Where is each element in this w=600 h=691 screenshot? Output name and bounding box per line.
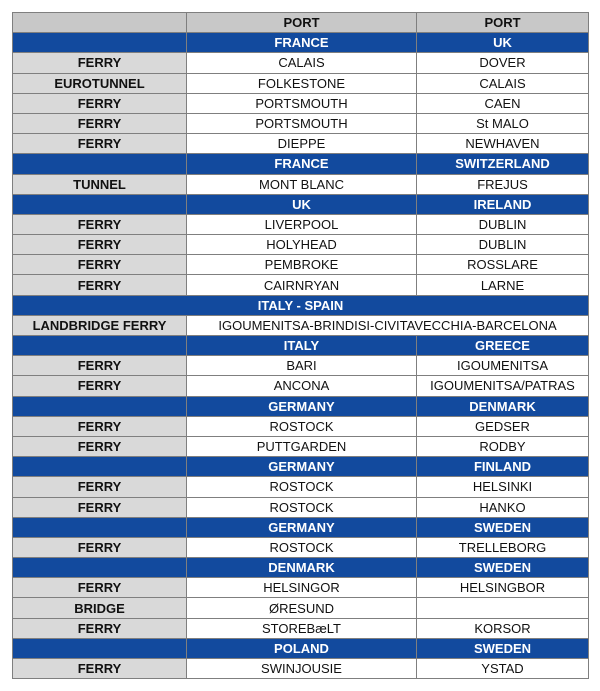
port-b-cell: ROSSLARE	[417, 255, 589, 275]
section-country-b: DENMARK	[417, 396, 589, 416]
table-row	[13, 477, 589, 497]
section-country-b: SWEDEN	[417, 558, 589, 578]
section-blank-cell	[13, 396, 187, 416]
transport-type-cell: FERRY	[13, 134, 187, 154]
port-b-cell: St MALO	[417, 113, 589, 133]
transport-type-cell: FERRY	[13, 477, 187, 497]
section-country-a: DENMARK	[187, 558, 417, 578]
section-blank-cell	[13, 558, 187, 578]
table-row	[13, 255, 589, 275]
section-blank-cell	[13, 517, 187, 537]
port-a-cell: ANCONA	[187, 376, 417, 396]
transport-type-cell: FERRY	[13, 436, 187, 456]
transport-type-cell: TUNNEL	[13, 174, 187, 194]
port-a-cell: PUTTGARDEN	[187, 436, 417, 456]
transport-type-cell: FERRY	[13, 53, 187, 73]
section-row	[13, 194, 589, 214]
section-country-a: ITALY	[187, 336, 417, 356]
table-row	[13, 659, 589, 679]
port-b-cell	[417, 598, 589, 618]
port-a-cell: ØRESUND	[187, 598, 417, 618]
table-row	[13, 537, 589, 557]
section-country-a: FRANCE	[187, 33, 417, 53]
section-row	[13, 457, 589, 477]
table-row	[13, 235, 589, 255]
section-country-b: FINLAND	[417, 457, 589, 477]
port-a-cell: SWINJOUSIE	[187, 659, 417, 679]
section-row	[13, 336, 589, 356]
table-row	[13, 497, 589, 517]
section-blank-cell	[13, 638, 187, 658]
header-blank-cell	[13, 13, 187, 33]
port-a-cell: DIEPPE	[187, 134, 417, 154]
port-a-cell: PORTSMOUTH	[187, 93, 417, 113]
port-b-cell: FREJUS	[417, 174, 589, 194]
port-b-cell: CAEN	[417, 93, 589, 113]
table-row	[13, 275, 589, 295]
transport-type-cell: FERRY	[13, 497, 187, 517]
transport-type-cell: FERRY	[13, 255, 187, 275]
table-row	[13, 134, 589, 154]
section-country-b: SWEDEN	[417, 517, 589, 537]
port-a-cell: ROSTOCK	[187, 416, 417, 436]
table-row	[13, 436, 589, 456]
header-row	[13, 13, 589, 33]
table-row	[13, 93, 589, 113]
routes-table-body	[13, 13, 589, 679]
section-blank-cell	[13, 154, 187, 174]
port-b-cell: IGOUMENITSA/PATRAS	[417, 376, 589, 396]
port-b-cell: HANKO	[417, 497, 589, 517]
table-row	[13, 113, 589, 133]
table-row	[13, 73, 589, 93]
port-a-cell: HOLYHEAD	[187, 235, 417, 255]
port-b-cell: KORSOR	[417, 618, 589, 638]
table-row	[13, 416, 589, 436]
section-row	[13, 558, 589, 578]
transport-type-cell: FERRY	[13, 356, 187, 376]
port-b-cell: IGOUMENITSA	[417, 356, 589, 376]
section-country-b: SWITZERLAND	[417, 154, 589, 174]
section-country-b: UK	[417, 33, 589, 53]
port-b-cell: DOVER	[417, 53, 589, 73]
section-blank-cell	[13, 194, 187, 214]
port-b-cell: YSTAD	[417, 659, 589, 679]
transport-type-cell: FERRY	[13, 618, 187, 638]
transport-type-cell: FERRY	[13, 275, 187, 295]
transport-type-cell: FERRY	[13, 659, 187, 679]
section-country-a: UK	[187, 194, 417, 214]
transport-type-cell: FERRY	[13, 416, 187, 436]
port-a-cell: ROSTOCK	[187, 497, 417, 517]
header-port-b: PORT	[417, 13, 589, 33]
port-a-cell: CALAIS	[187, 53, 417, 73]
routes-table-container	[12, 12, 589, 679]
section-row	[13, 638, 589, 658]
port-b-cell: TRELLEBORG	[417, 537, 589, 557]
transport-type-cell: FERRY	[13, 537, 187, 557]
transport-type-cell: FERRY	[13, 578, 187, 598]
section-row	[13, 396, 589, 416]
transport-type-cell: FERRY	[13, 113, 187, 133]
table-row	[13, 214, 589, 234]
transport-type-cell: FERRY	[13, 376, 187, 396]
table-row	[13, 356, 589, 376]
section-blank-cell	[13, 336, 187, 356]
section-country-b: GREECE	[417, 336, 589, 356]
transport-type-cell: LANDBRIDGE FERRY	[13, 315, 187, 335]
section-blank-cell	[13, 457, 187, 477]
port-b-cell: DUBLIN	[417, 214, 589, 234]
section-country-a: POLAND	[187, 638, 417, 658]
port-a-cell: PEMBROKE	[187, 255, 417, 275]
port-b-cell: HELSINKI	[417, 477, 589, 497]
port-b-cell: GEDSER	[417, 416, 589, 436]
table-row	[13, 53, 589, 73]
port-a-cell: PORTSMOUTH	[187, 113, 417, 133]
port-a-cell: MONT BLANC	[187, 174, 417, 194]
port-b-cell: HELSINGBOR	[417, 578, 589, 598]
section-country-a: GERMANY	[187, 396, 417, 416]
section-country-a: GERMANY	[187, 457, 417, 477]
port-a-cell: CAIRNRYAN	[187, 275, 417, 295]
section-country-a: FRANCE	[187, 154, 417, 174]
table-row	[13, 315, 589, 335]
section-country-a: GERMANY	[187, 517, 417, 537]
section-row	[13, 33, 589, 53]
table-row	[13, 598, 589, 618]
port-a-cell: ROSTOCK	[187, 537, 417, 557]
port-b-cell: LARNE	[417, 275, 589, 295]
port-a-cell: LIVERPOOL	[187, 214, 417, 234]
transport-type-cell: FERRY	[13, 93, 187, 113]
header-port-a: PORT	[187, 13, 417, 33]
table-row	[13, 618, 589, 638]
transport-type-cell: BRIDGE	[13, 598, 187, 618]
transport-type-cell: FERRY	[13, 235, 187, 255]
section-blank-cell	[13, 33, 187, 53]
section-route-title: ITALY - SPAIN	[13, 295, 589, 315]
route-cell: IGOUMENITSA-BRINDISI-CIVITAVECCHIA-BARCELONA	[187, 315, 589, 335]
port-b-cell: CALAIS	[417, 73, 589, 93]
routes-table	[12, 12, 589, 679]
section-country-b: IRELAND	[417, 194, 589, 214]
table-row	[13, 376, 589, 396]
table-row	[13, 578, 589, 598]
section-country-b: SWEDEN	[417, 638, 589, 658]
section-row	[13, 517, 589, 537]
port-b-cell: DUBLIN	[417, 235, 589, 255]
port-b-cell: RODBY	[417, 436, 589, 456]
port-a-cell: FOLKESTONE	[187, 73, 417, 93]
port-a-cell: ROSTOCK	[187, 477, 417, 497]
section-row	[13, 154, 589, 174]
transport-type-cell: FERRY	[13, 214, 187, 234]
section-row	[13, 295, 589, 315]
port-a-cell: STOREBæLT	[187, 618, 417, 638]
table-row	[13, 174, 589, 194]
transport-type-cell: EUROTUNNEL	[13, 73, 187, 93]
port-a-cell: HELSINGOR	[187, 578, 417, 598]
port-b-cell: NEWHAVEN	[417, 134, 589, 154]
port-a-cell: BARI	[187, 356, 417, 376]
